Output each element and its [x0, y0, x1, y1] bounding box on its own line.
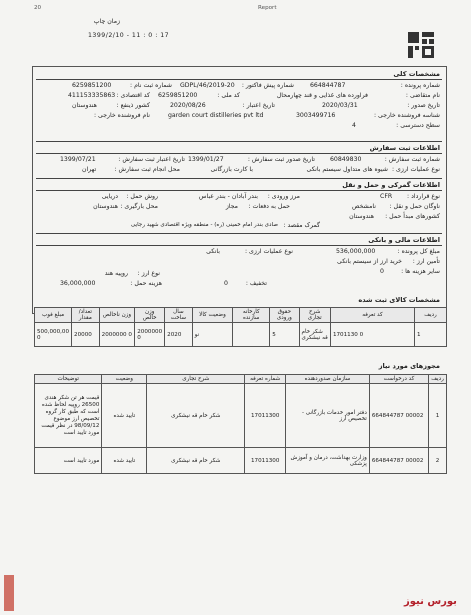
dest-customs-label: گمرک مقصد :	[283, 222, 320, 229]
supply-value: خرید ارز از سیستم بانکی	[337, 258, 402, 265]
order-place-value: تهران	[82, 166, 97, 173]
bank-card-label: با کارت بازرگانی	[210, 166, 253, 173]
origin-countries-value: هندوستان	[349, 213, 374, 220]
seller-label: نام فروشنده خارجی :	[93, 112, 150, 119]
origin-country-label: کشور ذینفع :	[116, 102, 150, 109]
transport-label: روش حمل :	[126, 193, 158, 200]
col-tariff: کد تعرفه	[330, 308, 414, 323]
col-status: وضعیت کالا	[192, 308, 233, 323]
permits-header-row: توضیحات وضعیت شرح تجاری شماره تعرفه سازمان صدوردهنده کد درخواست ردیف	[35, 375, 447, 384]
order-valid-value: 1399/07/21	[60, 156, 96, 163]
permits-title: مجوزهای مورد نیاز	[378, 362, 440, 370]
goods-title: مشخصات کالای ثبت شده	[358, 296, 440, 304]
order-valid-label: تاریخ اعتبار ثبت سفارش :	[118, 156, 185, 163]
access-label: سطح دسترسی :	[396, 122, 440, 129]
goods-header-row	[35, 308, 447, 323]
reg-no-value: 6259851200	[72, 82, 112, 89]
op-type-label: نوع عملیات ارزی :	[391, 166, 440, 173]
econ-value: 411153335863	[68, 92, 116, 99]
fleet-label: ناوگان حمل و نقل :	[389, 203, 440, 210]
col-row: ردیف	[414, 308, 446, 323]
col-desc: شرح تجاری	[299, 308, 330, 323]
col-maker: کارخانه سازنده	[233, 308, 270, 323]
customs-title: اطلاعات گمرکی و حمل و نقل	[342, 181, 440, 189]
page-number: 20	[34, 5, 42, 11]
access-value: 4	[352, 122, 356, 129]
national-value: 6259851200	[158, 92, 198, 99]
parts-value: مجاز	[225, 203, 238, 210]
col-qty: تعداد/مقدار	[72, 308, 100, 323]
foreign-id-label: شناسه فروشنده خارجی :	[373, 112, 440, 119]
applicant-label: نام متقاضی :	[405, 92, 440, 99]
order-label: شماره ثبت سفارش :	[384, 156, 440, 163]
table-row: مورد تایید است تایید شده شکر خام قه نیشکری 17011300 وزارت بهداشت، درمان و آموزش پزشکی 664844787 00002 2	[35, 448, 447, 474]
national-label: کد ملی :	[217, 92, 240, 99]
currency-value: روپیه هند	[104, 270, 128, 277]
fleet-value: نامشخص	[351, 203, 376, 210]
print-datetime: 1399/2/10 - 11 : 0 : 17	[88, 32, 170, 39]
finance-op-value: بانکی	[206, 248, 220, 255]
entry-label: مرز ورودی :	[267, 193, 300, 200]
col-fob: مبلغ فوب	[35, 308, 72, 323]
goods-table	[34, 307, 447, 347]
invoice-label: شماره پیش فاکتور :	[241, 82, 294, 89]
proforma-value: 664844787	[310, 82, 346, 89]
col-gross: وزن ناخالص	[99, 308, 135, 323]
total-label: مبلغ کل پرونده :	[397, 248, 440, 255]
order-date-label: تاریخ صدور ثبت سفارش :	[247, 156, 315, 163]
other-costs-value: 0	[380, 268, 384, 275]
validity-label: تاریخ اعتبار :	[242, 102, 275, 109]
print-time-label: زمان چاپ	[93, 18, 120, 25]
transport-value: دریایی	[101, 193, 118, 200]
organization-logo-icon	[408, 32, 434, 58]
table-row: قیمت هر تن شکر هندی 26500 روپیه لحاظ شده است که طبق کار گروه تخصیص ارز موضوع 98/09/12 در نظر قیمت مورد تایید است تایید شده شکر خام قه نیشکری 17011300 دفتر امور خدمات بازرگانی - تخصیص ارز 664844787 00002 1	[35, 384, 447, 448]
loading-value: هندوستان	[93, 203, 118, 210]
seller-name: garden court distilleries pvt ltd	[168, 112, 264, 119]
proforma-label: شماره پرونده :	[400, 82, 440, 89]
other-costs-label: سایر هزینه ها :	[401, 268, 440, 275]
parts-label: حمل به دفعات :	[248, 203, 290, 210]
contract-label: نوع قرارداد :	[407, 193, 440, 200]
side-stamp	[4, 575, 14, 611]
order-place-label: محل انجام ثبت سفارش :	[114, 166, 180, 173]
total-value: 536,000,000	[336, 248, 376, 255]
origin-country-value: هندوستان	[72, 102, 97, 109]
order-date-value: 1399/01/27	[188, 156, 224, 163]
col-duty: حقوق ورودی	[270, 308, 299, 323]
finance-title: اطلاعات مالی و بانکی	[368, 236, 440, 244]
freight-label: هزینه حمل :	[130, 280, 162, 287]
freight-value: 36,000,000	[60, 280, 96, 287]
issue-value: 2020/03/31	[322, 102, 358, 109]
general-title: مشخصات کلی	[393, 70, 440, 78]
discount-value: 0	[224, 280, 228, 287]
entry-value: بندر آبادان - بندر عباس	[198, 193, 258, 200]
col-year: سال ساخت	[165, 308, 192, 323]
order-value: 60849830	[330, 156, 362, 163]
supply-label: تأمین ارز :	[412, 258, 440, 265]
validity-value: 2020/08/26	[170, 102, 206, 109]
report-label: Report	[258, 5, 277, 11]
invoice-value: GDPL/46/2019-20	[180, 82, 235, 89]
registration-title: اطلاعات ثبت سفارش	[369, 144, 440, 152]
currency-label: نوع ارز :	[137, 270, 160, 277]
discount-label: تخفیف :	[245, 280, 267, 287]
foreign-id-value: 3003499716	[296, 112, 336, 119]
econ-label: کد اقتصادی :	[116, 92, 150, 99]
permits-table	[34, 374, 447, 474]
origin-countries-label: کشورهای مبدأ حمل :	[385, 213, 440, 220]
col-net: وزن خالص	[135, 308, 165, 323]
finance-op-label: نوع عملیات ارزی :	[244, 248, 293, 255]
issue-label: تاریخ صدور :	[407, 102, 440, 109]
applicant-value: فراورده های غذایی و قند چهارمحال	[276, 92, 368, 99]
reg-no-label: شماره ثبت نام :	[130, 82, 172, 89]
loading-label: محل بارگیری :	[120, 203, 158, 210]
op-type-value: شیوه های متداول سیستم بانکی	[306, 166, 388, 173]
table-row: 500,000,00 0 20000 2000000 0 2000000 0 2020 نو 5 شکر خام قه نیشکری 1701130 0 1	[35, 323, 447, 347]
contract-value: CFR	[380, 193, 393, 200]
dest-customs-value: صادی بندر امام خمینی (ره) - منطقه ویژه اقتصادی شهید رجایی	[130, 222, 278, 228]
brand-watermark: بورس نیوز	[404, 596, 457, 607]
